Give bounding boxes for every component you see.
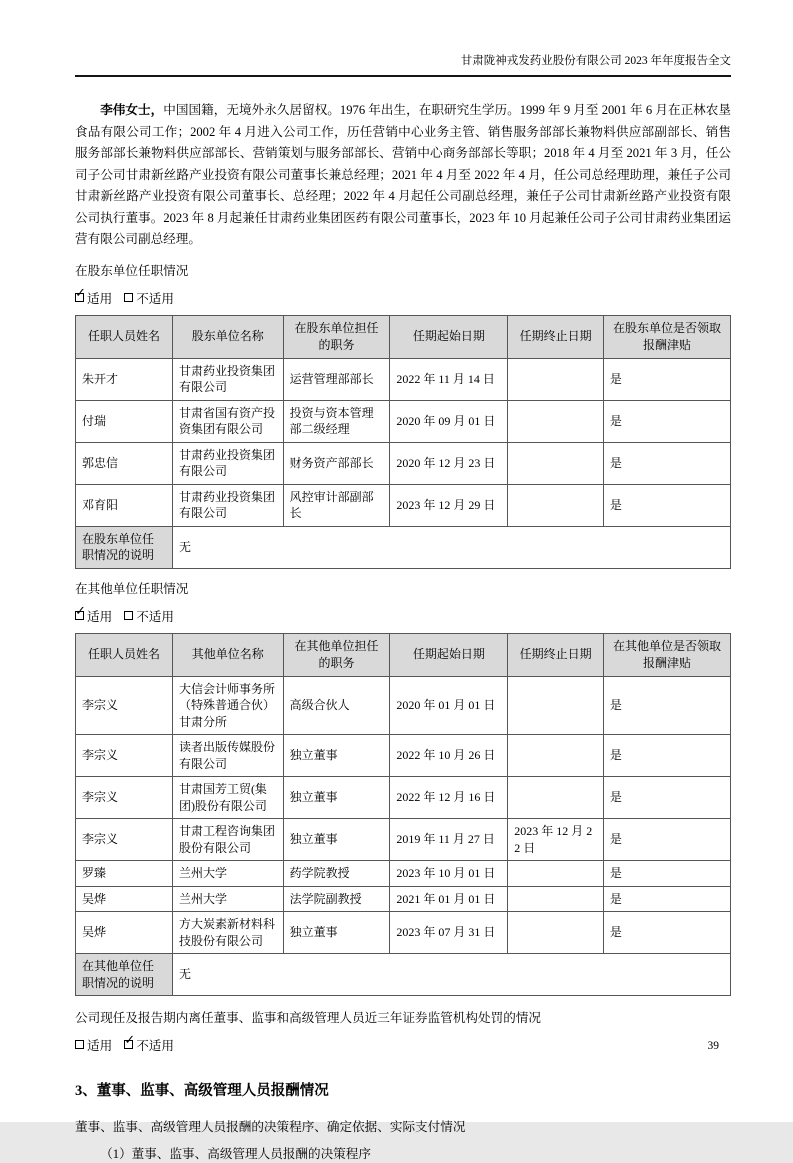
table-cell: 2022 年 12 月 16 日 <box>390 777 508 819</box>
checkbox-checked-icon <box>75 285 86 302</box>
compensation-para-1: 董事、监事、高级管理人员报酬的决策程序、确定依据、实际支付情况 <box>75 1120 466 1134</box>
table-cell: 风控审计部副部长 <box>283 484 390 526</box>
not-applicable-option <box>124 606 174 625</box>
table-cell: 邓育阳 <box>76 484 173 526</box>
table-cell: 独立董事 <box>283 819 390 861</box>
other-section-title: 在其他单位任职情况 <box>75 581 189 596</box>
table-header-cell: 在股东单位是否领取报酬津贴 <box>603 315 730 358</box>
table-cell: 是 <box>603 400 730 442</box>
shareholder-section-title: 在股东单位任职情况 <box>75 263 189 278</box>
table-row <box>76 484 731 526</box>
table-cell <box>508 676 604 735</box>
table-cell: 是 <box>603 861 730 887</box>
table-note-row <box>76 526 731 568</box>
applicable-option <box>75 1035 112 1054</box>
table-row <box>76 861 731 887</box>
applicable-label: 适用 <box>87 609 113 624</box>
table-cell: 甘肃药业投资集团有限公司 <box>172 358 283 400</box>
table-row <box>76 442 731 484</box>
check-mark-icon: ✓ <box>75 603 86 619</box>
note-value-cell: 无 <box>172 954 730 996</box>
table-cell: 高级合伙人 <box>283 676 390 735</box>
table-cell <box>508 358 604 400</box>
table-header-cell: 在其他单位是否领取报酬津贴 <box>603 633 730 676</box>
table-row <box>76 735 731 777</box>
applicable-option <box>75 285 113 307</box>
table-note-row <box>76 954 731 996</box>
table-row <box>76 400 731 442</box>
running-header <box>75 54 731 77</box>
note-label-cell: 在其他单位任职情况的说明 <box>76 954 173 996</box>
note-label-cell: 在股东单位任职情况的说明 <box>76 526 173 568</box>
table-header-cell: 任期终止日期 <box>508 315 604 358</box>
table-row <box>76 912 731 954</box>
not-applicable-label: 不适用 <box>136 1039 174 1053</box>
table-cell: 大信会计师事务所（特殊普通合伙）甘肃分所 <box>172 676 283 735</box>
table-header-cell: 股东单位名称 <box>172 315 283 358</box>
checkbox-checked-icon <box>75 603 86 620</box>
table-cell: 2019 年 11 月 27 日 <box>390 819 508 861</box>
table-cell: 甘肃省国有资产投资集团有限公司 <box>172 400 283 442</box>
table-header-cell: 任期起始日期 <box>390 315 508 358</box>
table-cell: 是 <box>603 912 730 954</box>
table-cell: 李宗义 <box>76 777 173 819</box>
compensation-para-2: （1）董事、监事、高级管理人员报酬的决策程序 <box>100 1147 371 1161</box>
checkbox-checked-icon <box>124 1033 136 1049</box>
not-applicable-label: 不适用 <box>136 609 174 624</box>
bio-paragraph <box>75 100 731 251</box>
table-header-cell: 任期终止日期 <box>508 633 604 676</box>
table-cell: 甘肃药业投资集团有限公司 <box>172 442 283 484</box>
compensation-heading: 3、董事、监事、高级管理人员报酬情况 <box>75 1083 329 1099</box>
table-cell: 2022 年 10 月 26 日 <box>390 735 508 777</box>
bio-text: 中国国籍，无境外永久居留权。1976 年出生，在职研究生学历。1999 年 9 月至 2001 年 6 月在正林农垦食品有限公司工作；2002 年 4 月进入公司工作，历任营销中心业务主管、销售服务部部长兼物料供应部副部长、销售服务部部长兼物料供应部部长、营销策划与服务部部长、营销中心商务部部长等职；2018 年 4 月至 2021 年 3 月，任公司子公司甘肃新丝路产业投资有限公司董事长兼总经理；2021 年 4 月至 2022 年 4 月，任公司总经理助理，兼任子公司甘肃新丝路产业投资有限公司董事长、总经理；2022 年 4 月起任公司副总经理，兼任子公司甘肃新丝路产业投资有限公司执行董事。2023 年 8 月起兼任甘肃药业集团医药有限公司董事长，2023 年 10 月起兼任公司子公司甘肃药业集团运营有限公司副总经理。 <box>75 103 732 246</box>
table-cell: 甘肃工程咨询集团股份有限公司 <box>172 819 283 861</box>
checkbox-unchecked-icon <box>124 293 133 302</box>
table-header-cell: 任职人员姓名 <box>76 633 173 676</box>
table-header-cell: 任职人员姓名 <box>76 315 173 358</box>
table-cell: 读者出版传媒股份有限公司 <box>172 735 283 777</box>
penalty-applicability-row <box>75 1035 731 1054</box>
table-cell <box>508 400 604 442</box>
table-row <box>76 886 731 912</box>
table-cell: 是 <box>603 777 730 819</box>
header-title: 甘肃陇神戎发药业股份有限公司 2023 年年度报告全文 <box>460 55 731 67</box>
table-cell: 2020 年 01 月 01 日 <box>390 676 508 735</box>
table-cell: 投资与资本管理部二级经理 <box>283 400 390 442</box>
table-cell: 2023 年 12 月 22 日 <box>508 819 604 861</box>
table-cell: 兰州大学 <box>172 861 283 887</box>
shareholder-positions-table <box>75 315 731 569</box>
not-applicable-option <box>124 288 174 307</box>
table-cell: 甘肃药业投资集团有限公司 <box>172 484 283 526</box>
table-cell: 法学院副教授 <box>283 886 390 912</box>
applicable-label: 适用 <box>87 1039 113 1053</box>
table-cell: 独立董事 <box>283 912 390 954</box>
applicable-option <box>75 603 113 625</box>
table-cell: 2020 年 09 月 01 日 <box>390 400 508 442</box>
table-cell: 财务资产部部长 <box>283 442 390 484</box>
table-cell: 是 <box>603 735 730 777</box>
penalty-section-title: 公司现任及报告期内离任董事、监事和高级管理人员近三年证券监管机构处罚的情况 <box>75 1011 541 1025</box>
page-number: 39 <box>707 1040 719 1052</box>
table-cell: 是 <box>603 886 730 912</box>
not-applicable-option <box>124 1035 174 1054</box>
shareholder-applicability-row <box>75 285 731 307</box>
other-applicability-row <box>75 603 731 625</box>
table-cell <box>508 861 604 887</box>
check-mark-icon: ✓ <box>124 1033 136 1048</box>
table-cell: 药学院教授 <box>283 861 390 887</box>
table-cell: 独立董事 <box>283 735 390 777</box>
table-cell: 罗臻 <box>76 861 173 887</box>
table-cell: 2022 年 11 月 14 日 <box>390 358 508 400</box>
person-name: 李伟女士， <box>100 103 164 117</box>
table-cell: 是 <box>603 819 730 861</box>
table-cell: 付瑞 <box>76 400 173 442</box>
table-cell: 李宗义 <box>76 676 173 735</box>
checkbox-unchecked-icon <box>124 611 133 620</box>
table-cell: 李宗义 <box>76 819 173 861</box>
table-cell: 2023 年 07 月 31 日 <box>390 912 508 954</box>
table-cell <box>508 484 604 526</box>
table-cell: 运营管理部部长 <box>283 358 390 400</box>
table-row <box>76 676 731 735</box>
table-cell <box>508 735 604 777</box>
table-header-cell: 任期起始日期 <box>390 633 508 676</box>
not-applicable-label: 不适用 <box>136 291 174 306</box>
note-value-cell: 无 <box>172 526 730 568</box>
table-cell: 兰州大学 <box>172 886 283 912</box>
table-cell: 2021 年 01 月 01 日 <box>390 886 508 912</box>
table-row <box>76 358 731 400</box>
check-mark-icon: ✓ <box>75 285 86 301</box>
table-cell: 郭忠信 <box>76 442 173 484</box>
table-cell: 朱开才 <box>76 358 173 400</box>
table-cell <box>508 777 604 819</box>
table-header-cell: 其他单位名称 <box>172 633 283 676</box>
table-cell: 吴烨 <box>76 886 173 912</box>
table-cell: 方大炭素新材料科技股份有限公司 <box>172 912 283 954</box>
table-header-row <box>76 633 731 676</box>
checkbox-unchecked-icon <box>75 1040 84 1049</box>
table-header-row <box>76 315 731 358</box>
table-cell: 2023 年 10 月 01 日 <box>390 861 508 887</box>
other-positions-table <box>75 633 731 997</box>
table-cell: 是 <box>603 676 730 735</box>
table-header-cell: 在股东单位担任的职务 <box>283 315 390 358</box>
table-row <box>76 819 731 861</box>
table-cell: 是 <box>603 442 730 484</box>
table-header-cell: 在其他单位担任的职务 <box>283 633 390 676</box>
table-cell: 2023 年 12 月 29 日 <box>390 484 508 526</box>
table-cell: 吴烨 <box>76 912 173 954</box>
table-cell: 李宗义 <box>76 735 173 777</box>
table-row <box>76 777 731 819</box>
table-cell: 独立董事 <box>283 777 390 819</box>
table-cell: 是 <box>603 484 730 526</box>
table-cell <box>508 442 604 484</box>
table-cell: 2020 年 12 月 23 日 <box>390 442 508 484</box>
applicable-label: 适用 <box>87 291 113 306</box>
table-cell <box>508 912 604 954</box>
table-cell <box>508 886 604 912</box>
table-cell: 是 <box>603 358 730 400</box>
table-cell: 甘肃国芳工贸(集团)股份有限公司 <box>172 777 283 819</box>
